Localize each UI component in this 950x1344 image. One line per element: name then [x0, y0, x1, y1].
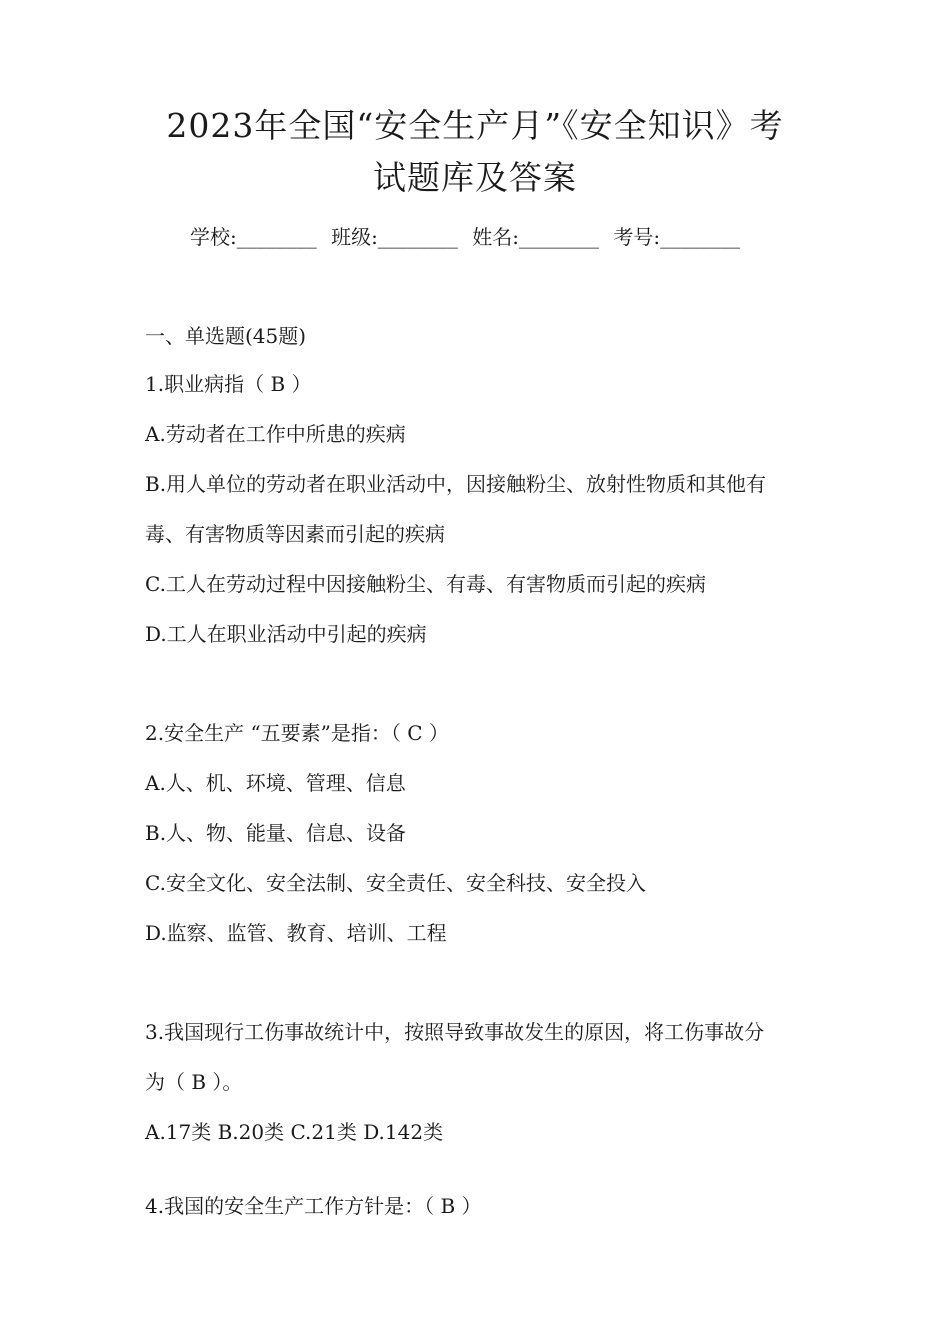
section-heading: 一、单选题(45题): [145, 324, 307, 348]
question-2-option-d: D.监察、监管、教育、培训、工程: [145, 921, 447, 945]
question-1-option-b-line-1: B.用人单位的劳动者在职业活动中，因接触粉尘、放射性物质和其他有: [145, 472, 767, 496]
class-field: 班级:________: [331, 225, 458, 249]
question-2-option-c: C.安全文化、安全法制、安全责任、安全科技、安全投入: [145, 871, 646, 895]
question-1-stem: 1.职业病指（ B ）: [145, 372, 312, 396]
question-2-option-a: A.人、机、环境、管理、信息: [145, 771, 406, 795]
question-1-option-d: D.工人在职业活动中引起的疾病: [145, 622, 427, 646]
school-field: 学校:________: [190, 225, 317, 249]
name-field: 姓名:________: [472, 225, 599, 249]
document-title-line-2: 试题库及答案: [373, 158, 577, 197]
exam-number-field: 考号:________: [613, 225, 741, 249]
question-1-option-a: A.劳动者在工作中所患的疾病: [145, 422, 406, 446]
question-2-option-b: B.人、物、能量、信息、设备: [145, 821, 407, 845]
document-title-line-1: 2023年全国“安全生产月”《安全知识》考: [166, 106, 784, 145]
question-4-stem: 4.我国的安全生产工作方针是：（ B ）: [145, 1194, 482, 1218]
student-info-line: [190, 222, 748, 252]
question-3-stem-line-1: 3.我国现行工伤事故统计中，按照导致事故发生的原因，将工伤事故分: [145, 1020, 765, 1044]
question-1-option-b-line-2: 毒、有害物质等因素而引起的疾病: [145, 522, 445, 546]
question-2-stem: 2.安全生产 “五要素”是指：（ C ）: [145, 721, 449, 745]
question-3-options: A.17类 B.20类 C.21类 D.142类: [145, 1120, 444, 1144]
question-3-stem-line-2: 为（ B ）。: [145, 1070, 243, 1094]
question-1-option-c: C.工人在劳动过程中因接触粉尘、有毒、有害物质而引起的疾病: [145, 572, 706, 596]
